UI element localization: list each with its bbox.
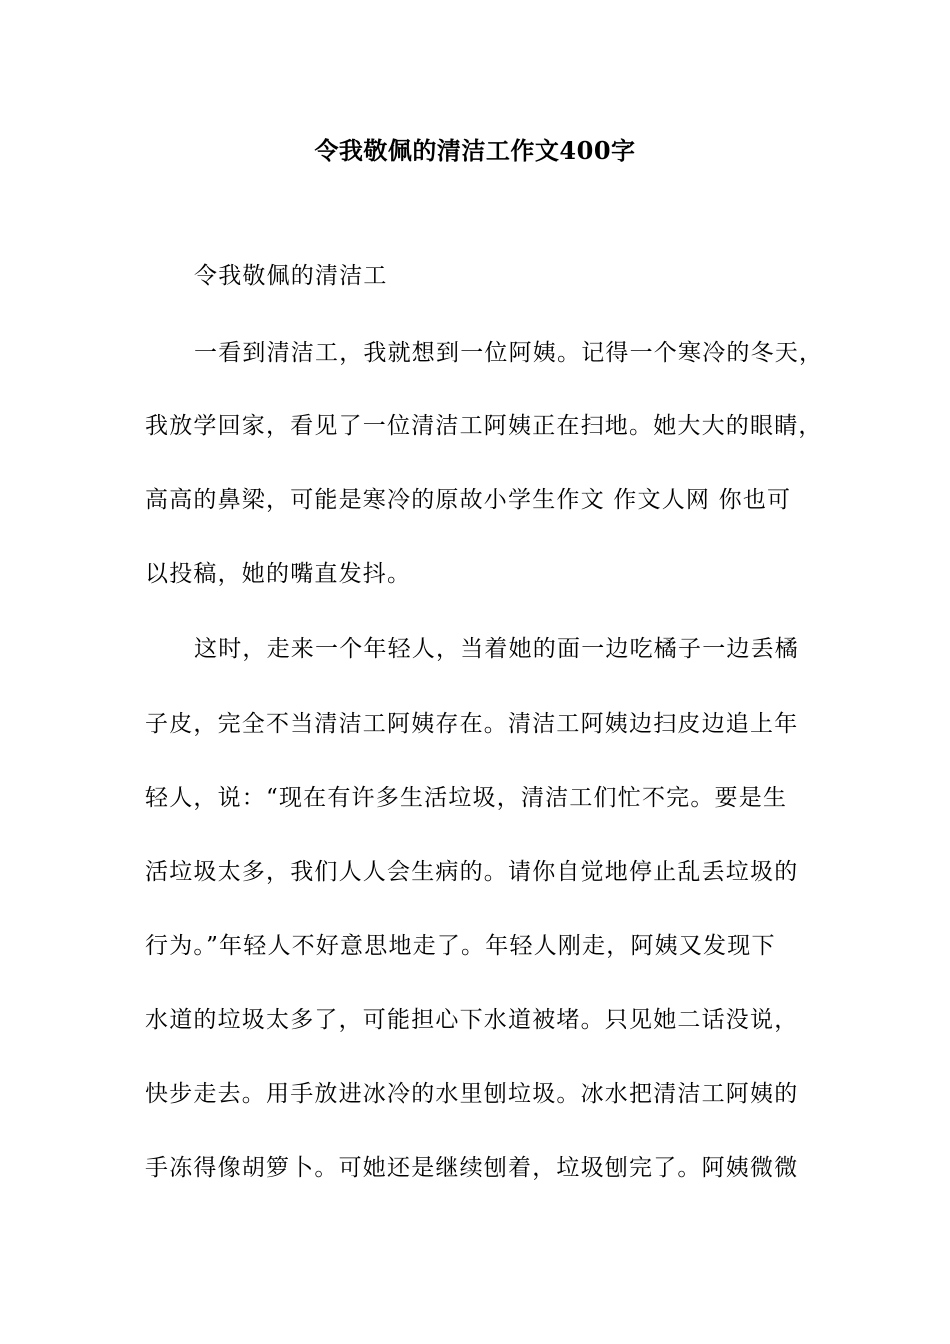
text-line: 高高的鼻梁，可能是寒冷的原故小学生作文 作文人网 你也可 bbox=[145, 487, 792, 513]
text-line: 手冻得像胡箩卜。可她还是继续刨着，垃圾刨完了。阿姨微微 bbox=[145, 1155, 799, 1181]
document-title: 令我敬佩的清洁工作文400字 bbox=[314, 136, 636, 165]
text-line: 一看到清洁工，我就想到一位阿姨。记得一个寒冷的冬天， bbox=[194, 340, 824, 366]
text-line: 子皮，完全不当清洁工阿姨存在。清洁工阿姨边扫皮边追上年 bbox=[145, 711, 799, 737]
text-line: 快步走去。用手放进冰冷的水里刨垃圾。冰水把清洁工阿姨的 bbox=[145, 1081, 799, 1107]
text-line: 这时，走来一个年轻人，当着她的面一边吃橘子一边丢橘 bbox=[194, 636, 799, 662]
subtitle-line: 令我敬佩的清洁工 bbox=[194, 263, 388, 289]
text-line: 水道的垃圾太多了，可能担心下水道被堵。只见她二话没说， bbox=[145, 1007, 799, 1033]
text-line: 活垃圾太多，我们人人会生病的。请你自觉地停止乱丢垃圾的 bbox=[145, 859, 799, 885]
text-line: 轻人，说：“现在有许多生活垃圾，清洁工们忙不完。要是生 bbox=[145, 785, 788, 811]
text-line: 行为。”年轻人不好意思地走了。年轻人刚走，阿姨又发现下 bbox=[145, 933, 776, 959]
text-line: 我放学回家，看见了一位清洁工阿姨正在扫地。她大大的眼睛， bbox=[145, 413, 823, 439]
text-line: 以投稿，她的嘴直发抖。 bbox=[145, 561, 412, 587]
